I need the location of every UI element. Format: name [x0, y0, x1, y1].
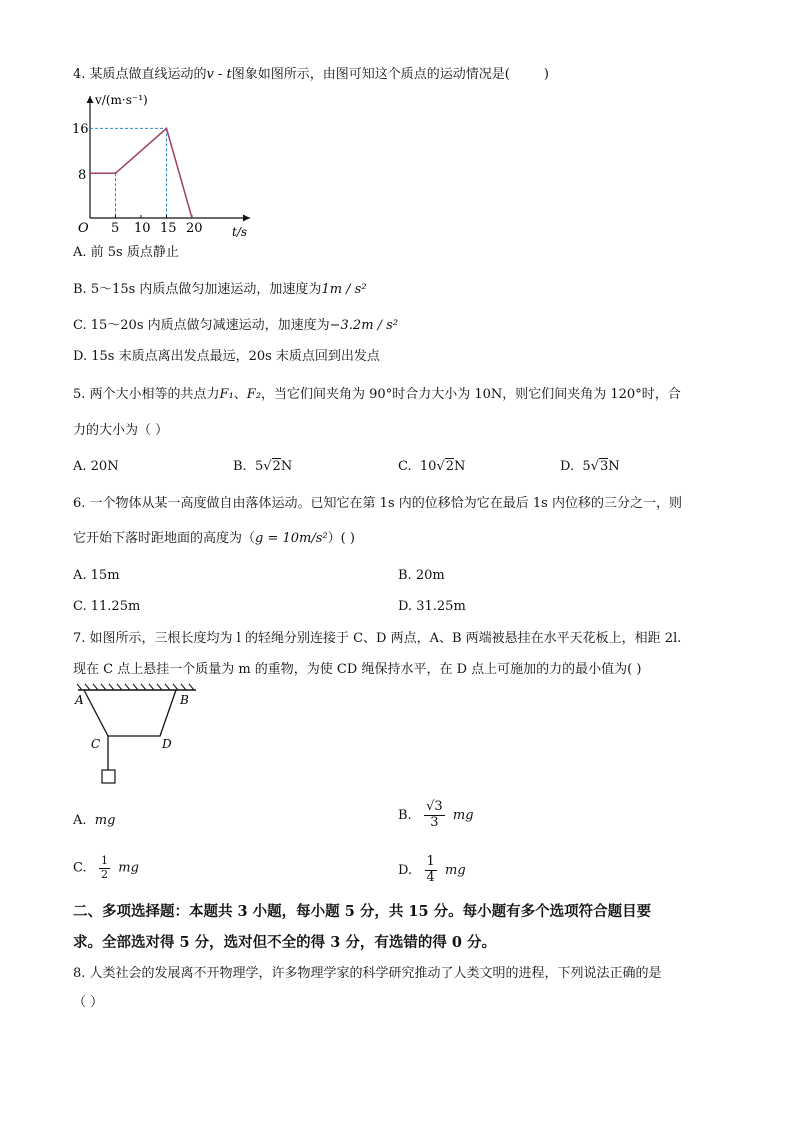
y-axis-label: v/(m·s⁻¹) [95, 93, 148, 107]
q5-option-b-unit: N [280, 459, 293, 474]
hatch-line [157, 684, 162, 690]
q4-vt-symbol: v - t [206, 67, 232, 82]
hatch-line [141, 684, 146, 690]
x-tick-20: 20 [186, 221, 203, 236]
hatch-line [173, 684, 178, 690]
q5-f1: F₁ [219, 387, 234, 402]
q7-option-d-value: mg [445, 862, 466, 878]
x-tick-10: 10 [134, 221, 151, 236]
q5-option-a: A. 20N [73, 459, 119, 474]
hatch-line [109, 684, 114, 690]
q4-option-b-value: 1m / s² [321, 282, 367, 297]
q5-option-c-unit: N [454, 459, 466, 474]
q7-option-b [398, 800, 474, 831]
q5-option-d-radicand: 3 [599, 459, 609, 474]
q4-vt-graph [74, 88, 264, 240]
ropes [84, 690, 176, 736]
q5-stem-text-post: ，当它们间夹角为 90°时合力大小为 10N，则它们间夹角为 120°时，合 [261, 387, 681, 402]
q7-option-a-label: A. [73, 813, 87, 828]
q5-option-d-label: D. [560, 459, 575, 474]
q7-option-a [73, 812, 115, 830]
point-b-label: B [180, 693, 189, 707]
hatch-line [101, 684, 106, 690]
y-tick-8: 8 [78, 168, 87, 183]
hatch-line [125, 684, 130, 690]
ceiling-hatching [77, 684, 194, 690]
q5-separator: 、 [233, 387, 247, 402]
point-c-label: C [91, 737, 101, 751]
q4-stem-text-post: 图象如图所示，由图可知这个质点的运动情况是( [231, 67, 510, 82]
q7-option-c-value: mg [118, 860, 139, 876]
q5-stem-line1 [73, 386, 681, 404]
q7-option-c-fraction [99, 855, 110, 881]
hatch-line [133, 684, 138, 690]
point-d-label: D [162, 737, 172, 751]
velocity-line [90, 128, 192, 218]
q7-option-a-value: mg [94, 813, 116, 828]
q7-option-c-denominator: 2 [101, 867, 109, 881]
q5-option-b-coef: 5 [254, 459, 264, 474]
q7-option-d-label: D. [398, 862, 413, 878]
q5-option-b-radicand: 2 [272, 459, 281, 474]
q7-stem-line1: 7. 如图所示，三根长度均为 l 的轻绳分别连接于 C、D 两点，A、B 两端被悬挂在水平天花板上，相距 2l. [73, 631, 682, 646]
q7-option-c [73, 855, 139, 881]
q5-option-c: C. 10√2N [398, 459, 466, 474]
section2-heading-line1: 二、多项选择题：本题共 3 小题，每小题 5 分，共 15 分。每小题有多个选项符合题目要 [73, 903, 652, 920]
hatch-line [85, 684, 90, 690]
q7-option-b-value: mg [452, 807, 474, 823]
q6-option-d: D. 31.25m [398, 599, 466, 614]
weight-box [102, 770, 115, 783]
q6-stem-line2 [73, 530, 355, 548]
q7-option-d-fraction [425, 855, 437, 886]
q5-option-c-radicand: 2 [445, 459, 455, 474]
q7-option-b-label: B. [398, 807, 412, 823]
q5-option-d: D. 5√3N [560, 459, 620, 474]
q5-f2: F₂ [246, 387, 262, 402]
q4-stem [73, 66, 549, 84]
q5-option-b: B. 5√2N [233, 459, 293, 474]
q5-stem-text: 5. 两个大小相等的共点力 [73, 387, 220, 402]
q6-option-c: C. 11.25m [73, 599, 141, 614]
q4-option-c-text: C. 15～20s 内质点做匀减速运动，加速度为 [73, 318, 330, 333]
hatch-line [189, 684, 194, 690]
q6-stem-text: 它开始下落时距地面的高度为（ [73, 531, 256, 546]
q4-option-a: A. 前 5s 质点静止 [73, 245, 179, 260]
x-tick-5: 5 [111, 221, 120, 236]
q7-option-d-numerator: 1 [426, 854, 435, 869]
q6-option-a: A. 15m [73, 568, 120, 583]
q6-stem-text-post: ）( ) [327, 531, 355, 546]
q4-option-c [73, 317, 398, 335]
section2-heading-line2: 求。全部选对得 5 分，选对但不全的得 3 分，有选错的得 0 分。 [73, 934, 497, 951]
hatch-line [165, 684, 170, 690]
q4-option-b-text: B. 5～15s 内质点做匀加速运动，加速度为 [73, 282, 322, 297]
q7-option-c-label: C. [73, 860, 87, 876]
hatch-line [181, 684, 186, 690]
q7-rope-figure [72, 684, 202, 788]
q7-option-d-denominator: 4 [426, 869, 435, 885]
hatch-line [77, 684, 82, 690]
q8-stem-line1: 8. 人类社会的发展离不开物理学，许多物理学家的科学研究推动了人类文明的进程，下列说法正确的是 [73, 966, 662, 981]
q4-paren: ) [543, 67, 549, 82]
hatch-line [93, 684, 98, 690]
q4-option-b [73, 281, 367, 299]
q5-option-c-coef: 10 [419, 459, 437, 474]
q5-option-b-label: B. [233, 459, 247, 474]
q4-option-c-value: −3.2m / s² [329, 318, 399, 333]
x-tick-15: 15 [160, 221, 177, 236]
q7-option-b-denominator: 3 [430, 814, 439, 830]
q4-option-d: D. 15s 末质点离出发点最远，20s 末质点回到出发点 [73, 349, 380, 364]
x-axis-label: t/s [232, 225, 248, 239]
point-a-label: A [75, 693, 84, 707]
q7-option-d [398, 855, 466, 886]
q5-option-d-coef: 5 [582, 459, 591, 474]
q5-stem-line2: 力的大小为（ ） [73, 423, 169, 438]
q6-g-value: g = 10m/s² [255, 531, 328, 546]
y-tick-16: 16 [72, 122, 89, 137]
origin-label: O [78, 221, 89, 236]
q7-option-b-numerator: √3 [426, 799, 443, 814]
q6-option-b: B. 20m [398, 568, 445, 583]
q4-stem-text: 4. 某质点做直线运动的 [73, 67, 207, 82]
q5-option-d-unit: N [608, 459, 620, 474]
q7-stem-line2: 现在 C 点上悬挂一个质量为 m 的重物，为使 CD 绳保持水平，在 D 点上可施加的力的最小值为( ) [73, 662, 642, 677]
q7-option-c-numerator: 1 [101, 854, 109, 867]
q6-stem-line1: 6. 一个物体从某一高度做自由落体运动。已知它在第 1s 内的位移恰为它在最后 1s 内位移的三分之一，则 [73, 496, 682, 511]
hatch-line [117, 684, 122, 690]
q8-stem-line2: （ ） [73, 995, 104, 1010]
q7-option-b-fraction [424, 800, 445, 831]
q5-option-c-label: C. [398, 459, 412, 474]
hatch-line [149, 684, 154, 690]
